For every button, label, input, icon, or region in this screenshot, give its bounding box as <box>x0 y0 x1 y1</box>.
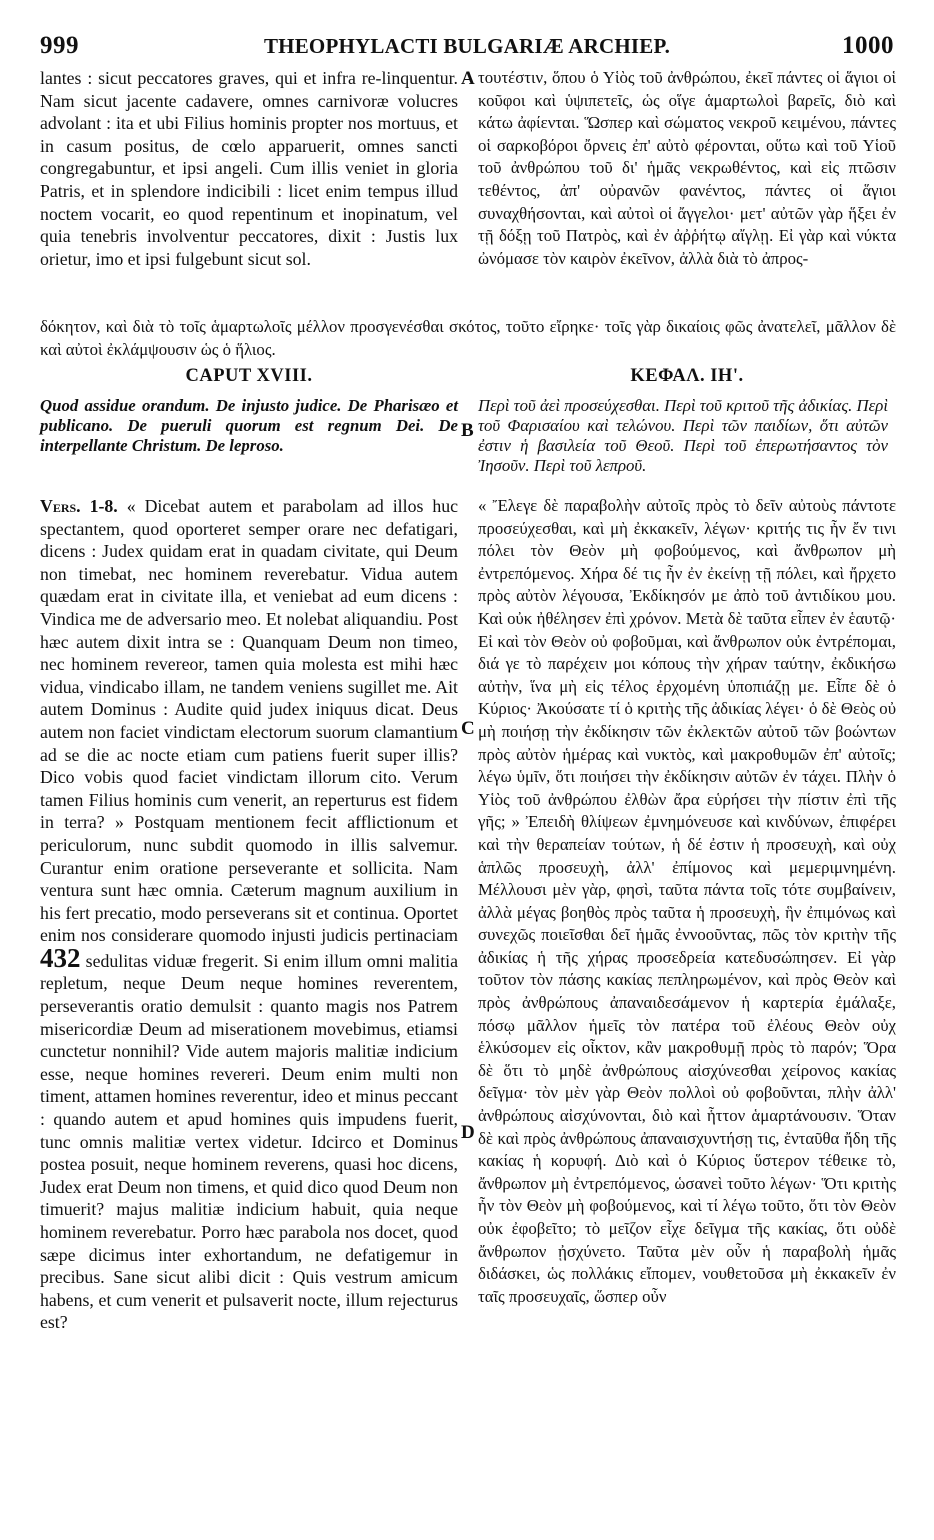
margin-letter-a: A <box>461 68 475 89</box>
page-number-right: 1000 <box>842 32 894 59</box>
margin-letter-c: C <box>461 718 475 739</box>
page-header <box>40 24 894 64</box>
margin-letter-b: B <box>461 420 474 441</box>
chapter-title-latin: CAPUT XVIII. <box>185 366 313 386</box>
chapter-summary-latin: Quod assidue orandum. De injusto judice. De Pharisæo et publicano. De pueruli quorum est regnum Dei. De interpellante Christum. De leproso. <box>40 396 458 455</box>
chapter-summary-greek: Περὶ τοῦ ἀεὶ προσεύχεσθαι. Περὶ τοῦ κριτοῦ τῆς ἀδικίας. Περὶ τοῦ Φαρισαίου καὶ τελώνου. Περὶ τῶν παιδίων, ὅτι αὐτῶν ἐστιν ἡ βασιλεία τοῦ Θεοῦ. Περὶ τοῦ ἐπερωτήσαντος τὸν Ἰησοῦν. Περὶ τοῦ λεπροῦ. <box>478 396 888 475</box>
greek-main-text: « Ἔλεγε δὲ παραβολὴν αὐτοῖς πρὸς τὸ δεῖν αὐτοὺς πάντοτε προσεύχεσθαι, καὶ μὴ ἐκκακεῖν, λέγων· κριτής τις ἦν ἔν τινι πόλει τὸν Θεὸν μὴ φοβούμενος, καὶ ἄνθρωπον μὴ ἐντρεπόμενος. Χήρα δέ τις ἦν ἐν ἐκείνῃ τῇ πόλει, καὶ ἤρχετο πρὸς αὐτὸν λέγουσα, Ἐκδίκησόν με ἀπὸ τοῦ ἀντιδίκου μου. Καὶ οὐκ ἠθέλησεν ἐπὶ χρόνον. Μετὰ δὲ ταῦτα εἶπεν ἐν ἑαυτῷ· Εἰ καὶ τὸν Θεὸν οὐ φοβοῦμαι, καὶ ἄνθρωπον οὐκ ἐντρέπομαι, διά γε τὸ παρέχειν μοι κόπους τὴν χήραν ταύτην, ἐκδικήσω αὐτὴν, ἵνα μὴ εἰς τέλος ἐρχομένη ὑποπιάζῃ με. Εἶπε δὲ ὁ Κύριος· Ἀκούσατε τί ὁ κριτὴς τῆς ἀδικίας λέγει· ὁ δὲ Θεὸς οὐ μὴ ποιήσῃ τὴν ἐκδίκησιν τῶν ἐκλεκτῶν αὐτοῦ τῶν βοώντων πρὸς αὐτὸν ἡμέρας καὶ νυκτὸς, καὶ μακροθυμῶν ἐπ' αὐτοῖς; λέγω ὑμῖν, ὅτι ποιήσει τὴν ἐκδίκησιν αὐτῶν ἐν τάχει. Πλὴν ὁ Υἱὸς τοῦ ἀνθρώπου ἐλθὼν ἄρα εὑρήσει τὴν πίστιν ἐπὶ τῆς γῆς; » Ἐπειδὴ θλίψεων ἐμνημόνευσε καὶ κινδύνων, ἐπιφέρει καὶ τὴν θεραπείαν τούτων, ἡ δέ ἐστιν ἡ προσευχὴ, καὶ οὐχ ἁπλῶς προσευχὴ, ἀλλ' ἐπίμονος καὶ μεμεριμνημένη. Μέλλουσι μὲν γὰρ, φησὶ, ταῦτα πάντα τοῖς τότε συμβαίνειν, ἀλλὰ μέγας βοηθὸς πρὸς ταῦτα ἡ προσευχὴ, ἣν ἐπιμόνως καὶ συνεχῶς ποιεῖσθαι δεῖ ἡμᾶς ἐννοοῦντας, πῶς τὸν κριτὴν τῆς ἀδικίας ἡ τῆς χήρας προσεδρεία κατεδυσώπησεν. Εἰ γὰρ τοῦτον τὸν πάσης κακίας πεπληρωμένον, καὶ πρὸς Θεὸν καὶ πρὸς ἀνθρώπους ἀπαναιδεσάμενον ἡ καρτερία ἐμάλαξε, πόσῳ μᾶλλον ἡμεῖς τὸν πατέρα τοῦ ἐλέους Θεὸν οὐχ ἑλκύσομεν εἰς οἶκτον, κἂν μακροθυμῇ πρὸς τὸ παρόν; Ὅρα δὲ ὅτι τὸ μηδὲ ἀνθρώπους αἰσχύνεσθαι χείρονος κακίας δεῖγμα· τὸν μὲν γὰρ Θεὸν πολλοὶ οὐ φοβοῦνται, πλὴν ἀλλ' ἀνθρώπους αἰσχύνονται, διὸ καὶ ἧττον ἁμαρτάνουσιν. Ὅταν δὲ καὶ πρὸς ἀνθρώπους ἀπαναισχυντήσῃ τις, ἐνταῦθα ἤδη τῆς κακίας ἡ κορυφή. Διὸ καὶ ὁ Κύριος ὕστερον τέθεικε τὸ, ἄνθρωπον μὴ ἐντρεπόμενος, ὡσανεὶ τοῦτο λέγων· Ὅτι κριτὴς ἦν τὸν Θεὸν μὴ φοβούμενος, καὶ τί λέγω τοῦτο, ὅτι τὸν Θεὸν οὐκ ἐφοβεῖτο; τὸ μεῖζον εἶχε δεῖγμα τῆς κακίας, ὅτι οὐδὲ ἄνθρωπον ᾐσχύνετο. Ταῦτα μὲν οὖν ἡ παραβολὴ ἡμᾶς διδάσκει, ὡς πολλάκις εἴπομεν, νουθετοῦσα μὴ ἐκκακεῖν ἐν ταῖς προσευχαῖς, ὥσπερ οὖν <box>478 496 896 1306</box>
page-number-left: 999 <box>40 32 79 59</box>
column-number: 432 <box>40 942 81 973</box>
latin-main-text-a: « Dicebat autem et parabolam ad illos huc spectantem, quod oporteret semper orare nec defatigari, dicens : Judex quidam erat in quadam civitate, qui Deum non timebat, nec hominem reverebatur. Vidua autem quædam erat in civitate illa, et veniebat ad eum dicens : Vindica me de adversario meo. Et nolebat aliquandiu. Post hæc autem dixit intra se : Quanquam Deum non timeo, nec hominem revereor, tamen quia molesta est mihi hæc vidua, vindicabo illam, ne tandem veniens sugillet me. Ait autem Dominus : Audite quid judex iniquus dicat. Deus autem non faciet vindictam electorum suorum clamantium ad se die ac nocte etiam cum patiens fuerit super illis? Dico vobis quod faciet vindictam illorum cito. Verum tamen Filius hominis cum venerit, an reperturus est fidem in terra? » Postquam mentionem fecit afflictionum et periculorum, nunc subdit quomodo in illis salvemur. Curantur enim oratione perseverante et sollicita. Nam ventura sunt hæc omnia. Cæterum magnum auxilium in his fert precatio, modo perseverans sit et continua. Oportet enim nos considerare quomodo injusti judicis pertinaciam <box>40 496 459 946</box>
greek-column-top <box>478 67 896 270</box>
latin-column-main <box>40 495 458 1334</box>
latin-main-paragraph <box>40 495 458 1334</box>
latin-main-text-b: sedulitas viduæ fregerit. Si enim illum omni malitia repletum, neque Deum neque homines reverentem, perseverantis oratio demulsit : quanto magis nos Patrem misericordiæ Deum ad miserationem movebimus, etiamsi cunctetur nonnihil? Vide autem majoris malitiæ indicium esse, neque homines revereri. Deum enim multi non timent, attamen homines reverentur, ideo et minus peccant : quando autem et apud homines quis impudens fuerit, tunc omnis malitiæ vertex videtur. Idcirco et Dominus postea posuit, neque hominem reverens, quasi hoc dicens, Judex erat Deum non timens, et quid dico quod Deum non timuerit? majus malitiæ indicium habuit, quia neque hominem reverebatur. Porro hæc parabola nos docet, quod sæpe dicimus inter exhortandum, ne defatigemur in precibus. Sane sicut alibi dicit : Quis vestrum amicum habens, et cum venerit et pulsaverit nocte, illum rejecturus est? <box>40 950 458 1333</box>
greek-top-text: τουτέστιν, ὅπου ὁ Υἱὸς τοῦ ἀνθρώπου, ἐκεῖ πάντες οἱ ἅγιοι οἱ κοῦφοι καὶ ὑψιπετεῖς, ὡς οἵγε ἁμαρτωλοὶ βαρεῖς, διὸ καὶ κάτω ἀφίενται. Ὥσπερ καὶ σώματος νεκροῦ κειμένου, πάντες οἱ σαρκοβόροι ὄρνεις ἐπ' αὐτὸ φέρονται, οὕτω καὶ τοῦ Υἱοῦ τοῦ ἀνθρώπου τοῦ δι' ἡμᾶς νεκρωθέντος, καὶ εἰς πτῶσιν τεθέντος, ἀπ' οὐρανῶν φανέντος, πάντες οἱ ἅγιοι συναχθήσονται, καὶ αὐτοὶ οἱ ἄγγελοι· μετ' αὐτῶν γὰρ ἥξει ἐν τῇ δόξῃ τοῦ Πατρὸς, καὶ ἐν ἀῤῥήτῳ αἴγλῃ. Εἰ γὰρ καὶ νύκτα ὠνόμασε τὸν καιρὸν ἐκεῖνον, ἀλλὰ διὰ τὸ ἀπρος- <box>478 68 896 268</box>
latin-top-text: lantes : sicut peccatores graves, qui et infra re-linquentur. Nam sicut jacente cadavere, omnes carnivoræ volucres advolant : ita et ubi Filius hominis propter nos mortuus, et in casum positus, de cœlo apparuerit, omnes sancti congregabuntur, et ipsi angeli. Cum illis veniet in gloria Patris, et in splendore indicibili : licet enim tempus illud noctem vocarit, eo quod repentinum et inopinatum, vel quia tenebris involventur peccatores, dixit : Justis lux orietur, imo et ipsi fulgebunt sicut sol. <box>40 68 458 269</box>
chapter-title-greek: ΚΕΦΑΛ. ΙΗ'. <box>630 366 744 386</box>
greek-spanning-text: δόκητον, καὶ διὰ τὸ τοῖς ἁμαρτωλοῖς μέλλον προσγενέσθαι σκότος, τοῦτο εἴρηκε· τοῖς γὰρ δικαίοις φῶς ἀνατελεῖ, μᾶλλον δὲ καὶ αὐτοὶ ἐκλάμψουσιν ὡς ὁ ἥλιος. <box>40 317 896 359</box>
latin-column-top <box>40 67 458 270</box>
running-title: THEOPHYLACTI BULGARIÆ ARCHIEP. <box>263 34 671 58</box>
margin-letter-d: D <box>461 1122 475 1143</box>
greek-column-main <box>478 495 896 1308</box>
verse-reference: Vers. 1-8. <box>40 496 118 516</box>
